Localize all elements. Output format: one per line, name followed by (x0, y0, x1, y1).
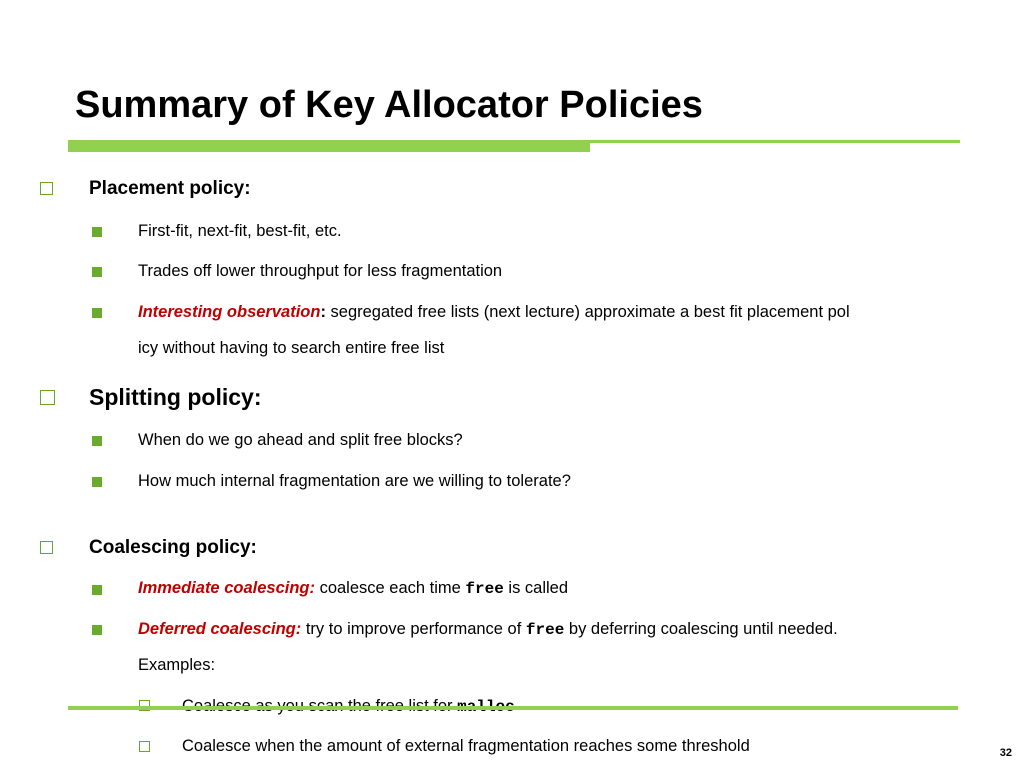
level2-bullet-icon (92, 436, 102, 446)
level2-bullet-icon (92, 308, 102, 318)
level2-bullet-icon (92, 585, 102, 595)
footer-rule (68, 706, 958, 710)
level2-bullet-icon (92, 227, 102, 237)
item-text: by deferring coalescing until needed. (564, 620, 838, 638)
level1-bullet-icon (40, 541, 53, 554)
coalescing-deferred-line-2: Examples: (138, 656, 216, 674)
page-number: 32 (999, 747, 1012, 759)
level1-bullet-icon (40, 182, 53, 195)
item-text: coalesce each time (314, 579, 466, 597)
placement-item-2: Trades off lower throughput for less fragmentation (138, 262, 503, 280)
item-text: segregated free lists (next lecture) approximate a best fit placement pol (325, 303, 850, 321)
slide-title: Summary of Key Allocator Policies (75, 84, 703, 126)
level2-bullet-icon (92, 625, 102, 635)
coalescing-example-2: Coalesce when the amount of external fragmentation reaches some threshold (182, 737, 750, 755)
emphasis-text: Deferred coalescing: (138, 620, 302, 638)
coalescing-immediate (138, 579, 568, 598)
code-text: free (465, 580, 504, 598)
coalescing-deferred-line-1 (138, 620, 838, 639)
level2-bullet-icon (92, 477, 102, 487)
placement-item-3-line-2: icy without having to search entire free list (138, 339, 445, 357)
code-text: free (525, 621, 565, 639)
coalescing-heading: Coalescing policy: (89, 537, 257, 558)
level2-bullet-icon (92, 267, 102, 277)
placement-item-3-line-1 (138, 303, 850, 322)
item-text: try to improve performance of (301, 620, 526, 638)
level1-bullet-icon (40, 390, 55, 405)
splitting-item-2: How much internal fragmentation are we willing to tolerate? (138, 472, 571, 490)
title-rule-thick (68, 143, 590, 152)
level3-bullet-icon (139, 741, 150, 752)
placement-heading: Placement policy: (89, 178, 251, 199)
splitting-item-1: When do we go ahead and split free blocks? (138, 431, 463, 449)
emphasis-text: Interesting observation (138, 303, 321, 321)
item-text: is called (503, 579, 569, 597)
placement-item-1: First-fit, next-fit, best-fit, etc. (138, 222, 342, 240)
emphasis-text: Immediate coalescing: (138, 579, 315, 597)
emphasis-colon: : (320, 303, 326, 321)
splitting-heading: Splitting policy: (89, 384, 262, 410)
